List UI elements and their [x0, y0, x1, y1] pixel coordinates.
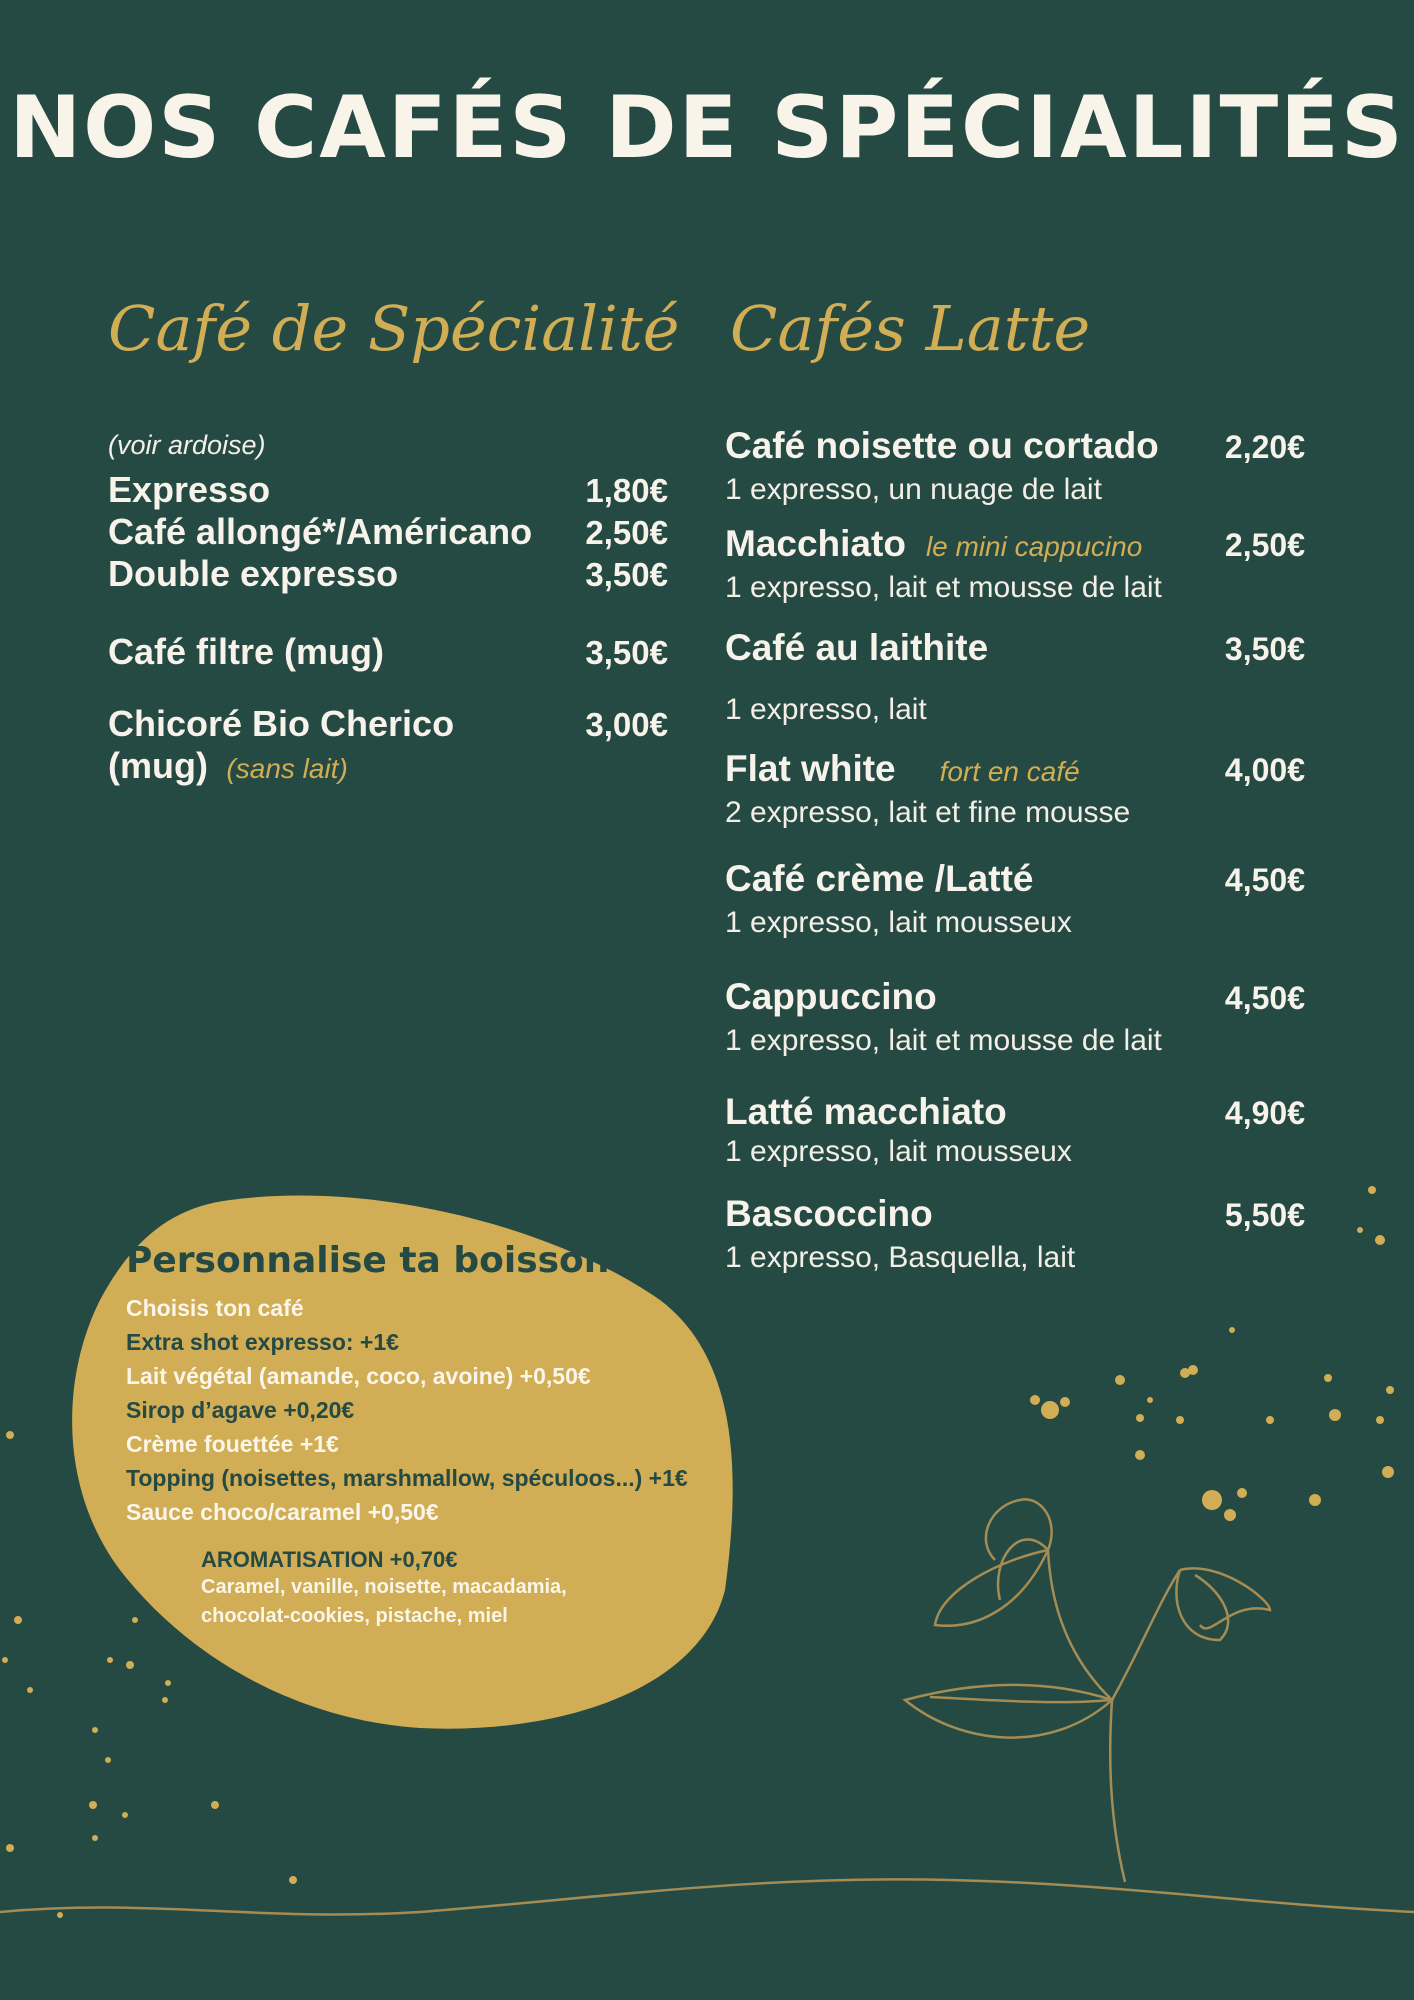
menu-item: [725, 627, 1305, 727]
item-price: 4,50€: [1224, 862, 1305, 898]
section-title-specialite: Café de Spécialité: [108, 292, 680, 365]
item-price: 3,50€: [1224, 631, 1305, 667]
aromatisation-block: [201, 1547, 746, 1631]
menu-item: [725, 425, 1305, 507]
section-title-latte: Cafés Latte: [730, 292, 1091, 365]
customize-title: Personnalise ta boisson: [126, 1240, 610, 1281]
page-title: NOS CAFÉS DE SPÉCIALITÉS: [9, 78, 1405, 178]
item-name: Café au laithite: [725, 627, 989, 668]
customize-line: Topping (noisettes, marshmallow, spéculoos...) +1€: [126, 1465, 688, 1491]
menu-item: [108, 631, 668, 673]
item-description: 1 expresso, un nuage de lait: [725, 473, 1102, 506]
chicore-line2: [108, 745, 668, 787]
item-description: 1 expresso, lait et mousse de lait: [725, 571, 1162, 604]
aromatisation-line: Caramel, vanille, noisette, macadamia,: [201, 1576, 567, 1598]
menu-item: [108, 511, 668, 553]
item-name: Chicoré Bio Cherico: [108, 703, 455, 744]
menu-item: [108, 469, 668, 511]
item-name: Café noisette ou cortado: [725, 425, 1159, 466]
item-name: Cappuccino: [725, 976, 937, 1017]
specialite-list: [108, 430, 668, 787]
customize-line: Choisis ton café: [126, 1295, 304, 1321]
customize-line: Crème fouettée +1€: [126, 1431, 339, 1457]
item-name: Expresso: [108, 469, 271, 510]
menu-item: [725, 523, 1305, 605]
item-price: 3,50€: [585, 634, 668, 671]
item-description: 1 expresso, lait mousseux: [725, 906, 1072, 939]
menu-item: [725, 1091, 1305, 1169]
item-price: 5,50€: [1224, 1197, 1305, 1233]
item-price: 1,80€: [585, 472, 668, 509]
item-price: 2,50€: [1224, 527, 1305, 563]
item-price: 4,90€: [1224, 1095, 1305, 1131]
aromatisation-line: chocolat-cookies, pistache, miel: [201, 1605, 508, 1627]
item-description: 1 expresso, lait mousseux: [725, 1135, 1072, 1168]
item-name: Macchiato: [725, 523, 906, 564]
specialite-note: (voir ardoise): [108, 430, 266, 460]
menu-item: [725, 858, 1305, 940]
item-name: Café allongé*/Américano: [108, 511, 533, 552]
menu-item: [108, 553, 668, 595]
item-note: (sans lait): [226, 753, 348, 784]
customize-line: Extra shot expresso: +1€: [126, 1329, 399, 1355]
item-price: 4,00€: [1224, 752, 1305, 788]
item-name: Café filtre (mug): [108, 631, 385, 672]
item-price: 4,50€: [1224, 980, 1305, 1016]
item-name: Latté macchiato: [725, 1091, 1007, 1132]
customize-line: Lait végétal (amande, coco, avoine) +0,50€: [126, 1363, 591, 1389]
item-name: Flat white: [725, 748, 896, 789]
item-price: 3,50€: [585, 556, 668, 593]
item-description: 1 expresso, lait: [725, 693, 927, 726]
item-price: 2,50€: [585, 514, 668, 551]
menu-item: [725, 1193, 1305, 1275]
item-name: Double expresso: [108, 553, 399, 594]
item-description: 2 expresso, lait et fine mousse: [725, 796, 1131, 829]
customize-panel: [126, 1240, 746, 1631]
item-name: Café crème /Latté: [725, 858, 1034, 899]
item-description: 1 expresso, Basquella, lait: [725, 1241, 1076, 1274]
item-description: 1 expresso, lait et mousse de lait: [725, 1024, 1162, 1057]
item-price: 3,00€: [585, 706, 668, 743]
item-price: 2,20€: [1224, 429, 1305, 465]
aromatisation-title: AROMATISATION +0,70€: [201, 1547, 458, 1572]
menu-item-chicore: [108, 703, 668, 745]
item-name: Bascoccino: [725, 1193, 933, 1234]
menu-item: [725, 976, 1305, 1058]
item-name-cont: (mug): [108, 745, 208, 786]
customize-line: Sauce choco/caramel +0,50€: [126, 1499, 439, 1525]
item-tag: fort en café: [939, 756, 1080, 787]
item-tag: le mini cappucino: [925, 531, 1143, 562]
menu-item: [725, 748, 1305, 830]
customize-line: Sirop d’agave +0,20€: [126, 1397, 355, 1423]
